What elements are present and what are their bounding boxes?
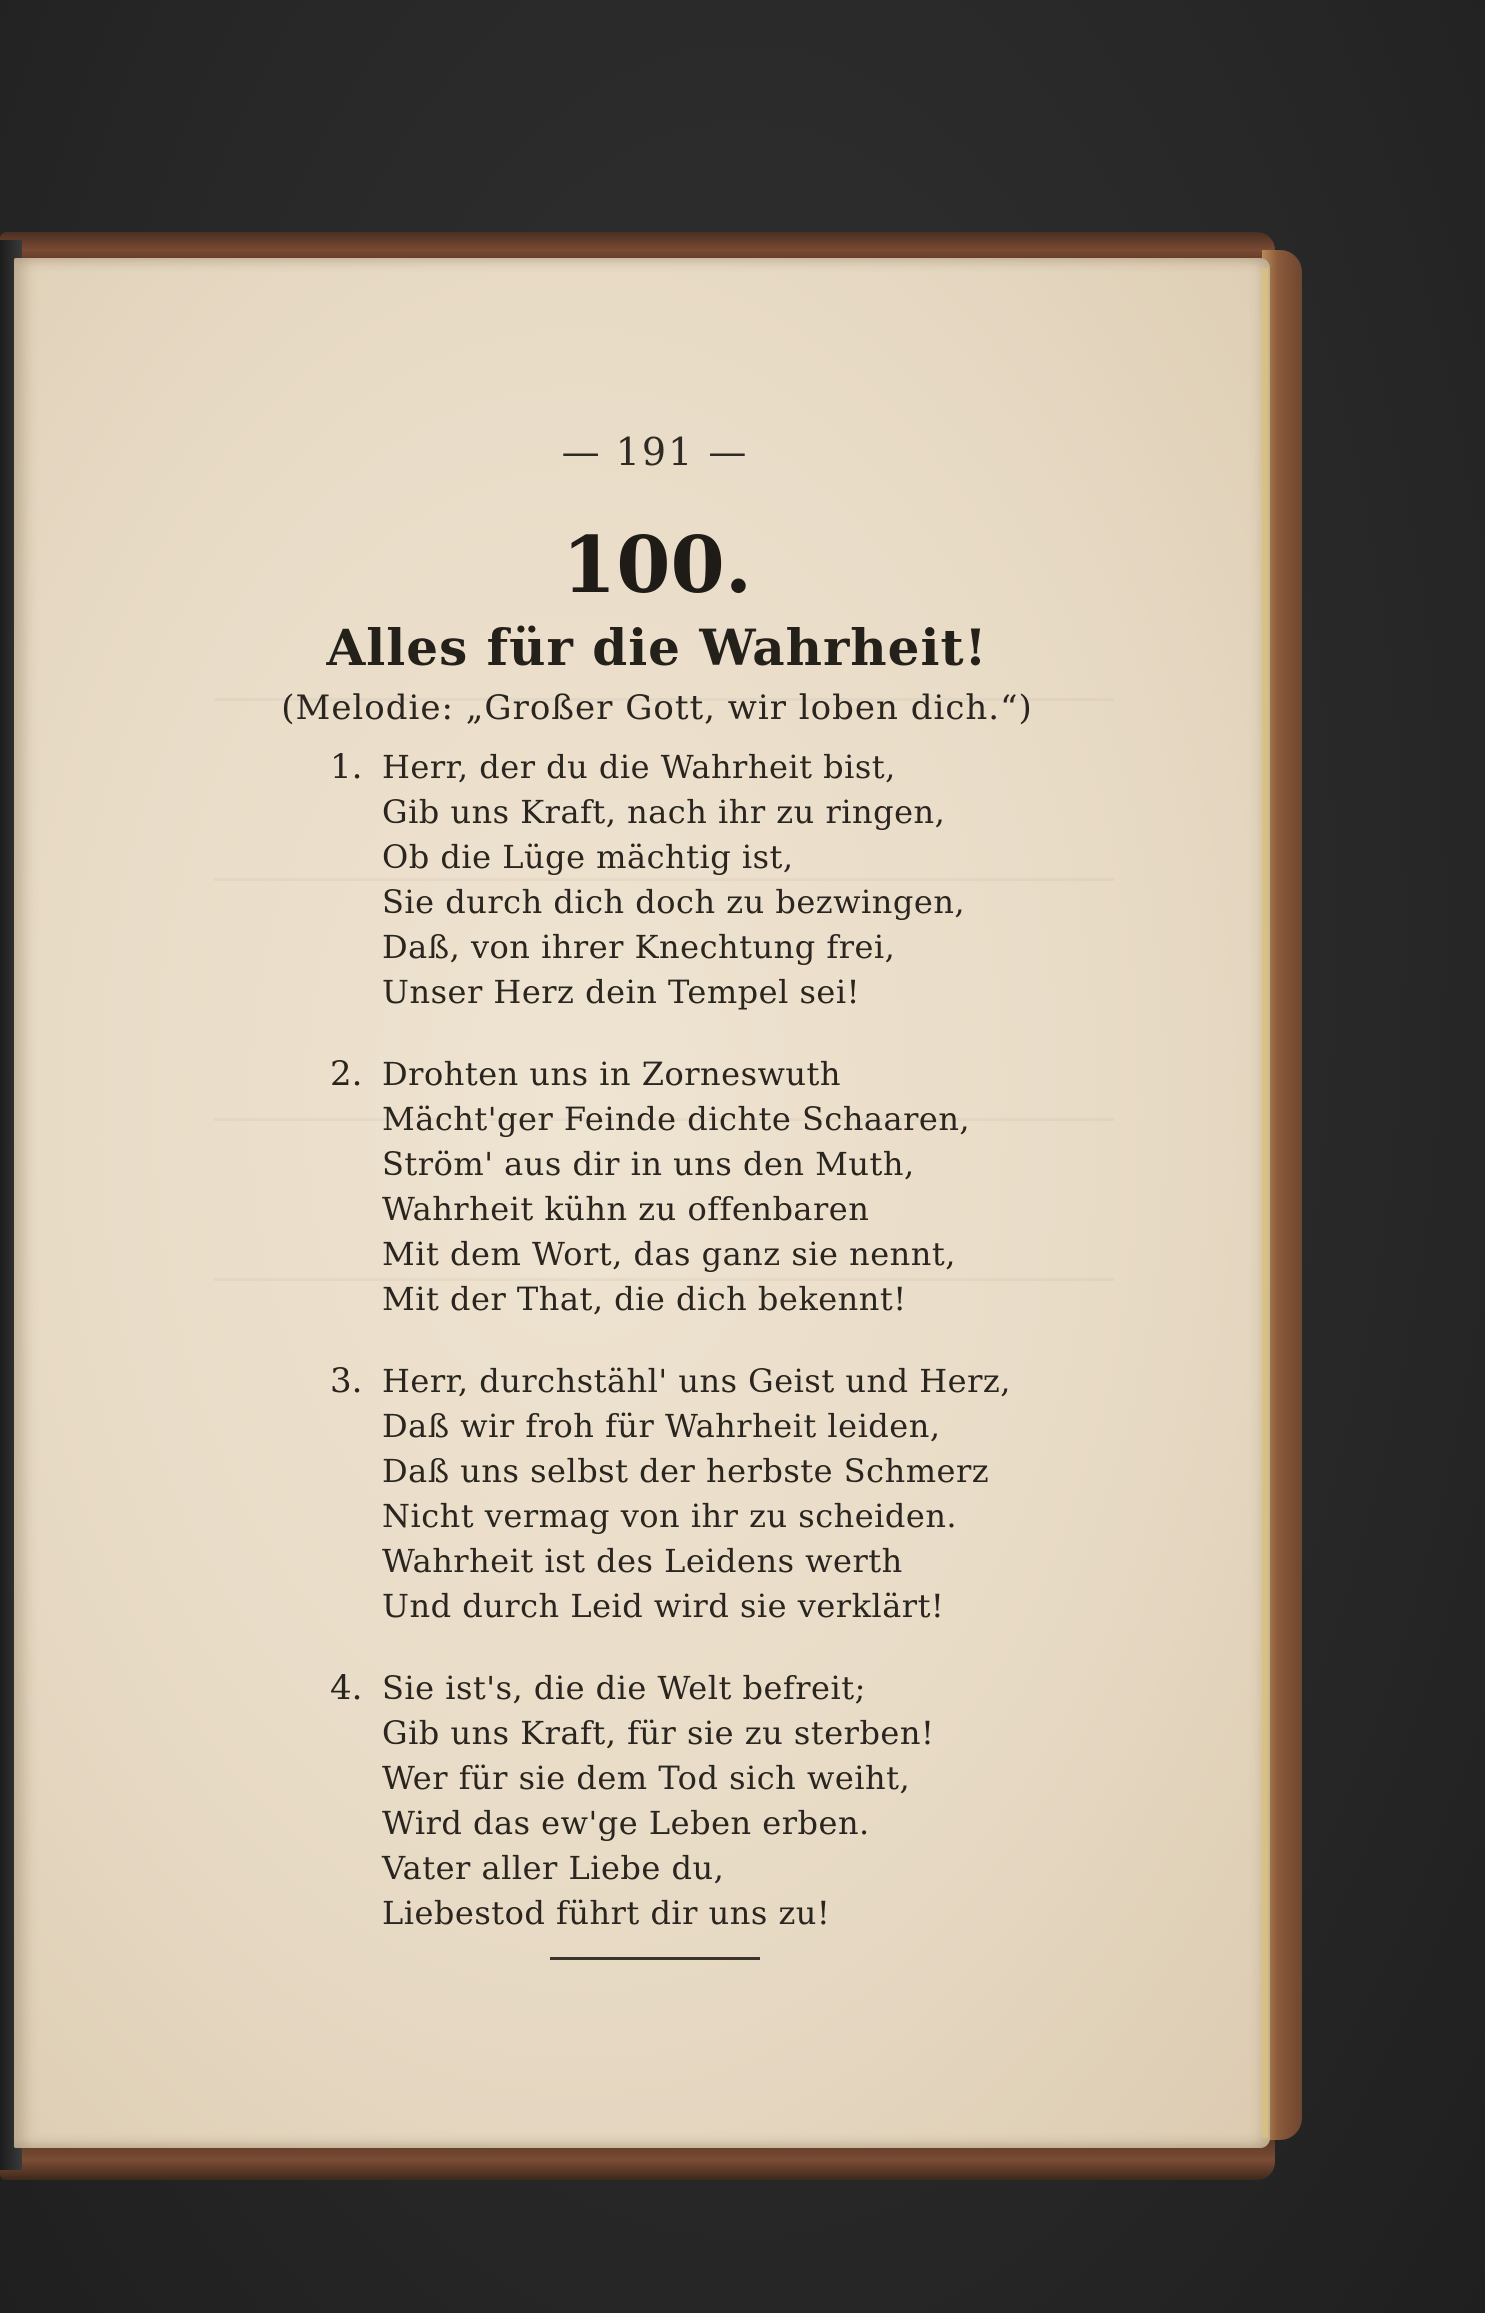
verse-line: Nicht vermag von ihr zu scheiden. bbox=[382, 1497, 958, 1535]
verse-line: Daß, von ihrer Knechtung frei, bbox=[382, 928, 896, 966]
hymn-title: Alles für die Wahrheit! bbox=[326, 618, 988, 677]
stanza-number: 1. bbox=[330, 747, 363, 787]
stanza-lines bbox=[382, 1359, 1050, 1629]
melody-note: (Melodie: „Großer Gott, wir loben dich.“) bbox=[281, 688, 1033, 728]
verse-line: Herr, der du die Wahrheit bist, bbox=[382, 748, 896, 786]
verse-line: Daß wir froh für Wahrheit leiden, bbox=[382, 1407, 941, 1445]
stanza-number: 2. bbox=[330, 1054, 363, 1094]
stanza-2 bbox=[330, 1052, 1050, 1322]
verse-line: Wer für sie dem Tod sich weiht, bbox=[382, 1759, 911, 1797]
verse-line: Drohten uns in Zorneswuth bbox=[382, 1055, 841, 1093]
verse-line: Sie durch dich doch zu bezwingen, bbox=[382, 883, 966, 921]
verse-line: Und durch Leid wird sie verklärt! bbox=[382, 1587, 945, 1625]
verse-line: Mächt'ger Feinde dichte Schaaren, bbox=[382, 1100, 971, 1138]
stanza-lines bbox=[382, 745, 1050, 1015]
verse-line: Liebestod führt dir uns zu! bbox=[382, 1894, 831, 1932]
stanza-number: 3. bbox=[330, 1361, 363, 1401]
stanza-number: 4. bbox=[330, 1668, 363, 1708]
verse-line: Ob die Lüge mächtig ist, bbox=[382, 838, 794, 876]
verse-line: Gib uns Kraft, für sie zu sterben! bbox=[382, 1714, 935, 1752]
page-number: — 191 — bbox=[561, 430, 749, 474]
stanza-3 bbox=[330, 1359, 1050, 1629]
verse-line: Vater aller Liebe du, bbox=[382, 1849, 725, 1887]
verse-line: Sie ist's, die die Welt befreit; bbox=[382, 1669, 866, 1707]
stanza-1 bbox=[330, 745, 1050, 1015]
stanza-4 bbox=[330, 1666, 1050, 1936]
verse-line: Ström' aus dir in uns den Muth, bbox=[382, 1145, 915, 1183]
closing-rule bbox=[550, 1957, 760, 1960]
verse-line: Unser Herz dein Tempel sei! bbox=[382, 973, 860, 1011]
verse-line: Wird das ew'ge Leben erben. bbox=[382, 1804, 870, 1842]
verse-line: Herr, durchstähl' uns Geist und Herz, bbox=[382, 1362, 1011, 1400]
stanza-lines bbox=[382, 1052, 1050, 1322]
verse-line: Wahrheit kühn zu offenbaren bbox=[382, 1190, 870, 1228]
stanza-lines bbox=[382, 1666, 1050, 1936]
hymn-number: 100. bbox=[562, 520, 752, 611]
hymn-stanzas bbox=[330, 745, 1050, 1973]
verse-line: Gib uns Kraft, nach ihr zu ringen, bbox=[382, 793, 946, 831]
verse-line: Wahrheit ist des Leidens werth bbox=[382, 1542, 903, 1580]
verse-line: Mit dem Wort, das ganz sie nennt, bbox=[382, 1235, 956, 1273]
verse-line: Daß uns selbst der herbste Schmerz bbox=[382, 1452, 990, 1490]
verse-line: Mit der That, die dich bekennt! bbox=[382, 1280, 907, 1318]
